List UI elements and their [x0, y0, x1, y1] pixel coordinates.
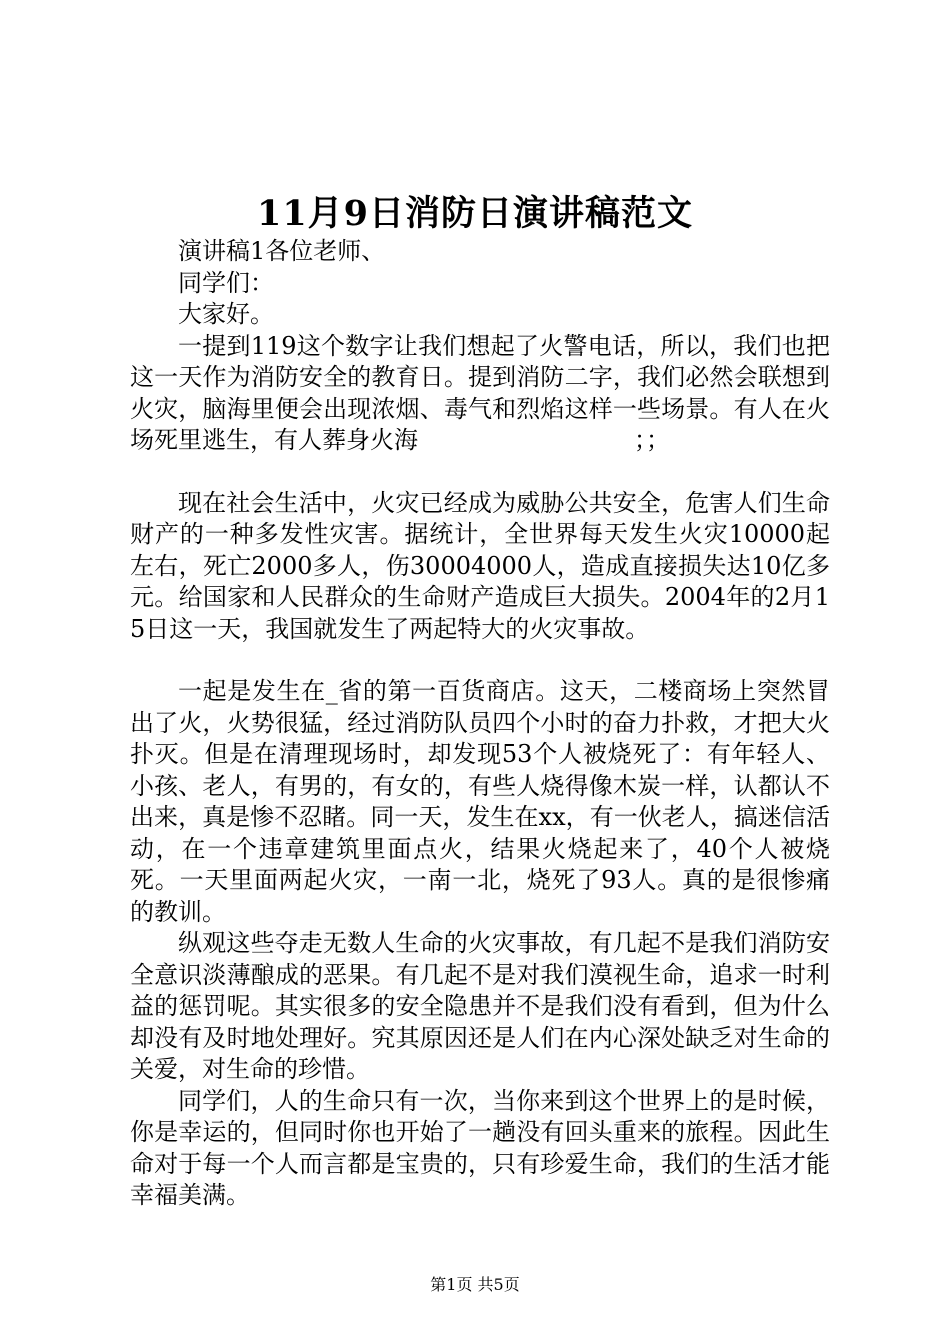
document-body — [130, 236, 830, 1212]
paragraph-reflection: 纵观这些夺走无数人生命的火灾事故，有几起不是我们消防安全意识淡薄酿成的恶果。有几起不是对我们漠视生命，追求一时利益的惩罚呢。其实很多的安全隐患并不是我们没有看到，但为什么却没有及时地处理好。究其原因还是人们在内心深处缺乏对生命的关爱，对生命的珍惜。 — [130, 929, 830, 1083]
paragraph-spacer — [130, 457, 830, 488]
paragraph-spacer — [130, 645, 830, 676]
document-title: 11月9日消防日演讲稿范文 — [256, 193, 694, 234]
paragraph-greeting-1: 演讲稿1各位老师、 — [178, 237, 386, 265]
page-footer: 第1页 共5页 — [430, 1275, 520, 1294]
paragraph-intro: 一提到119这个数字让我们想起了火警电话，所以，我们也把这一天作为消防安全的教育日。提到消防二字，我们必然会联想到火灾，脑海里便会出现浓烟、毒气和烈焰这样一些场景。有人在火场死里逃生，有人葬身火海 ；； — [130, 331, 830, 454]
paragraph-conclusion: 同学们，人的生命只有一次，当你来到这个世界上的是时候，你是幸运的，但同时你也开始了一趟没有回头重来的旅程。因此生命对于每一个人而言都是宝贵的，只有珍爱生命，我们的生活才能幸福美满。 — [130, 1086, 830, 1209]
paragraph-greeting-2: 同学们： — [178, 268, 274, 297]
paragraph-incidents: 一起是发生在_省的第一百货商店。这天，二楼商场上突然冒出了火，火势很猛，经过消防队员四个小时的奋力扑救，才把大火扑灭。但是在清理现场时，却发现53个人被烧死了：有年轻人、小孩、老人，有男的，有女的，有些人烧得像木炭一样，认都认不出来，真是惨不忍睹。同一天，发生在xx，有一伙老人，搞迷信活动，在一个违章建筑里面点火，结果火烧起来了，40个人被烧死。一天里面两起火灾，一南一北，烧死了93人。真的是很惨痛的教训。 — [130, 677, 830, 926]
paragraph-greeting-3: 大家好。 — [178, 300, 274, 328]
paragraph-statistics: 现在社会生活中，火灾已经成为威胁公共安全，危害人们生命财产的一种多发性灾害。据统计，全世界每天发生火灾10000起左右，死亡2000多人，伤30004000人，造成直接损失达10亿多元。给国家和人民群众的生命财产造成巨大损失。2004年的2月15日这一天，我国就发生了两起特大的火灾事故。 — [130, 488, 830, 643]
